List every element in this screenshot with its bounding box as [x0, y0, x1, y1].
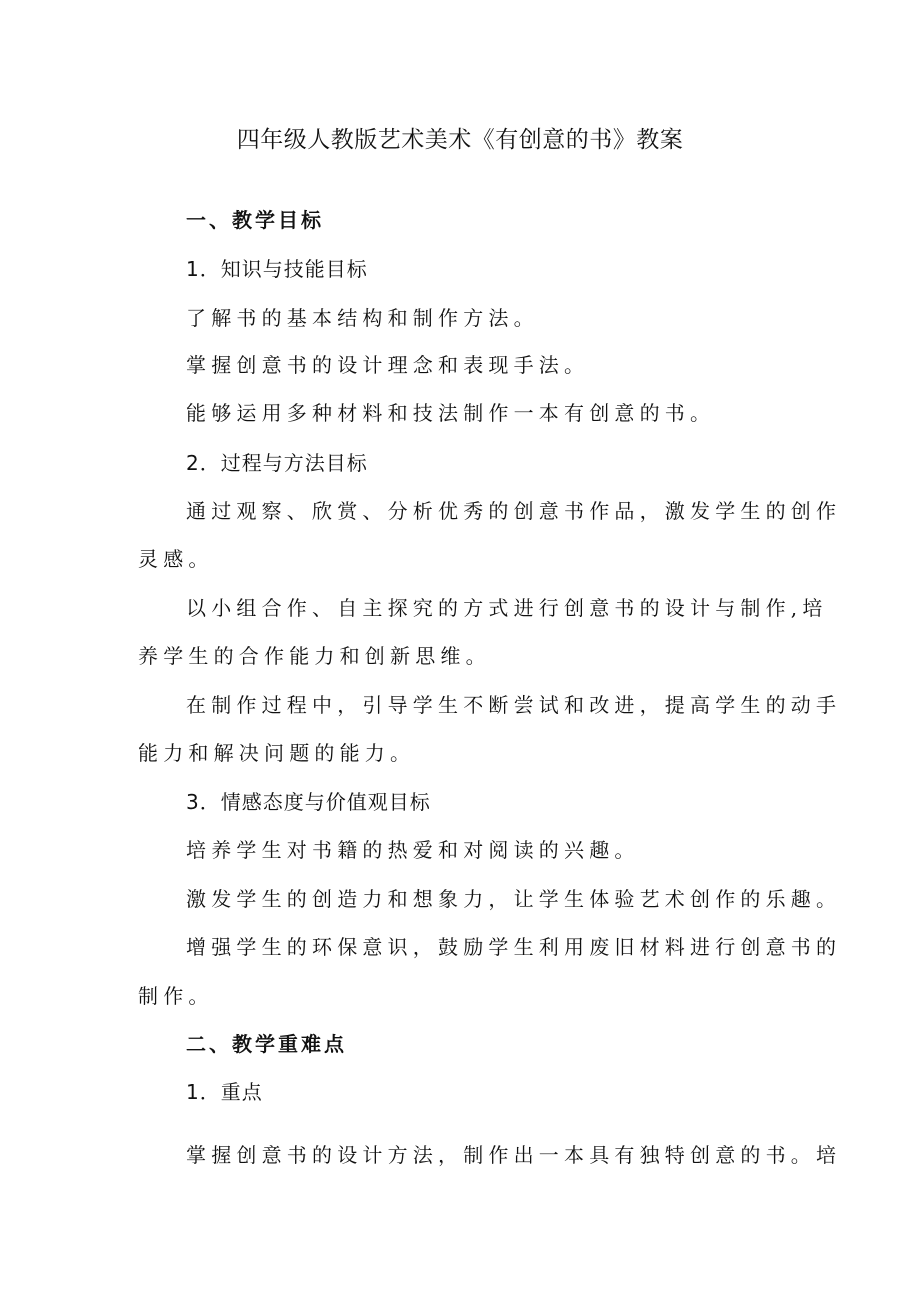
section-heading-key-difficulties: 二、教学重难点 — [186, 1032, 347, 1056]
paragraph-line: 能够运用多种材料和技法制作一本有创意的书。 — [186, 401, 716, 425]
paragraph-line: 在制作过程中，引导学生不断尝试和改进，提高学生的动手 — [186, 693, 842, 717]
paragraph-line: 以小组合作、自主探究的方式进行创意书的设计与制作,培 — [186, 596, 828, 620]
paragraph-line: 养学生的合作能力和创新思维。 — [138, 644, 491, 668]
subheading-knowledge-skills: 1．知识与技能目标 — [186, 257, 368, 281]
document-title: 四年级人教版艺术美术《有创意的书》教案 — [236, 127, 684, 153]
paragraph-line: 激发学生的创造力和想象力，让学生体验艺术创作的乐趣。 — [186, 887, 842, 911]
paragraph-line: 灵感。 — [138, 547, 214, 571]
subheading-emotion-values: 3．情感态度与价值观目标 — [186, 790, 431, 814]
subheading-key-points: 1．重点 — [186, 1080, 263, 1104]
subheading-process-methods: 2．过程与方法目标 — [186, 451, 368, 475]
paragraph-line: 掌握创意书的设计方法，制作出一本具有独特创意的书。培 — [186, 1143, 842, 1167]
paragraph-line: 增强学生的环保意识，鼓励学生利用废旧材料进行创意书的 — [186, 935, 842, 959]
paragraph-line: 了解书的基本结构和制作方法。 — [186, 306, 539, 330]
paragraph-line: 通过观察、欣赏、分析优秀的创意书作品，激发学生的创作 — [186, 499, 842, 523]
section-heading-teaching-goals: 一、教学目标 — [186, 208, 324, 232]
paragraph-line: 制作。 — [138, 984, 214, 1008]
paragraph-line: 能力和解决问题的能力。 — [138, 741, 416, 765]
paragraph-line: 掌握创意书的设计理念和表现手法。 — [186, 353, 590, 377]
paragraph-line: 培养学生对书籍的热爱和对阅读的兴趣。 — [186, 838, 640, 862]
